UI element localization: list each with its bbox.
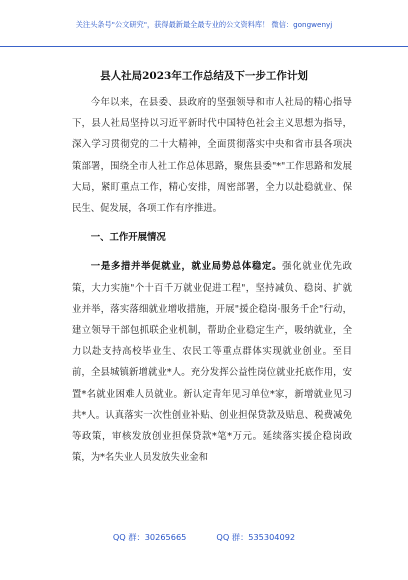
header-divider <box>0 46 408 47</box>
section-heading: 一、工作开展情况 <box>90 232 166 244</box>
intro-paragraph: 今年以来，在县委、县政府的坚强领导和市人社局的精心指导下，县人社局坚持以习近平新时代中国特色社会主义思想为指导，深入学习贯彻党的二十大精神，全面贯彻落实中央和省市县各项决策部署，围绕全市人社工作总体思路，聚焦县委"*"工作思路和发展大局，紧盯重点工作，精心安排，周密部署，全力以赴稳就业、保民生、促发展，各项工作有序推进。 <box>72 97 352 215</box>
header-promo-text: 关注头条号"公文研究"，获得最新最全最专业的公文资料库！ 微信：gongwenyj <box>75 20 333 29</box>
subsection-paragraph <box>72 256 352 468</box>
footer-qq-group-2: QQ 群：535304092 <box>216 532 296 542</box>
document-title: 县人社局2023年工作总结及下一步工作计划 <box>100 70 308 82</box>
footer-contact <box>0 532 408 543</box>
subsection-lead: 一是多措并举促就业，就业局势总体稳定。 <box>90 261 283 273</box>
document-body <box>72 92 352 468</box>
subsection-body: 强化就业优先政策，大力实施"个十百千万就业促进工程"，坚持减负、稳岗、扩就业并举，落实落细就业增收措施，开展"援企稳岗·服务千企"行动，建立领导干部包抓联企业机制，帮助企业稳定生产，吸纳就业，全力以赴支持高校毕业生、农民工等重点群体实现就业创业。至目前，全县城镇新增就业*人。充分发挥公益性岗位就业托底作用，安置*名就业困难人员就业。新认定青年见习单位*家，新增就业见习共*人。认真落实一次性创业补贴、创业担保贷款及贴息、税费减免等政策，审核发放创业担保贷款*笔*万元。延续落实援企稳岗政策，为*名失业人员发放失业金和 <box>72 261 352 464</box>
footer-qq-group-1: QQ 群：30265665 <box>112 532 187 542</box>
